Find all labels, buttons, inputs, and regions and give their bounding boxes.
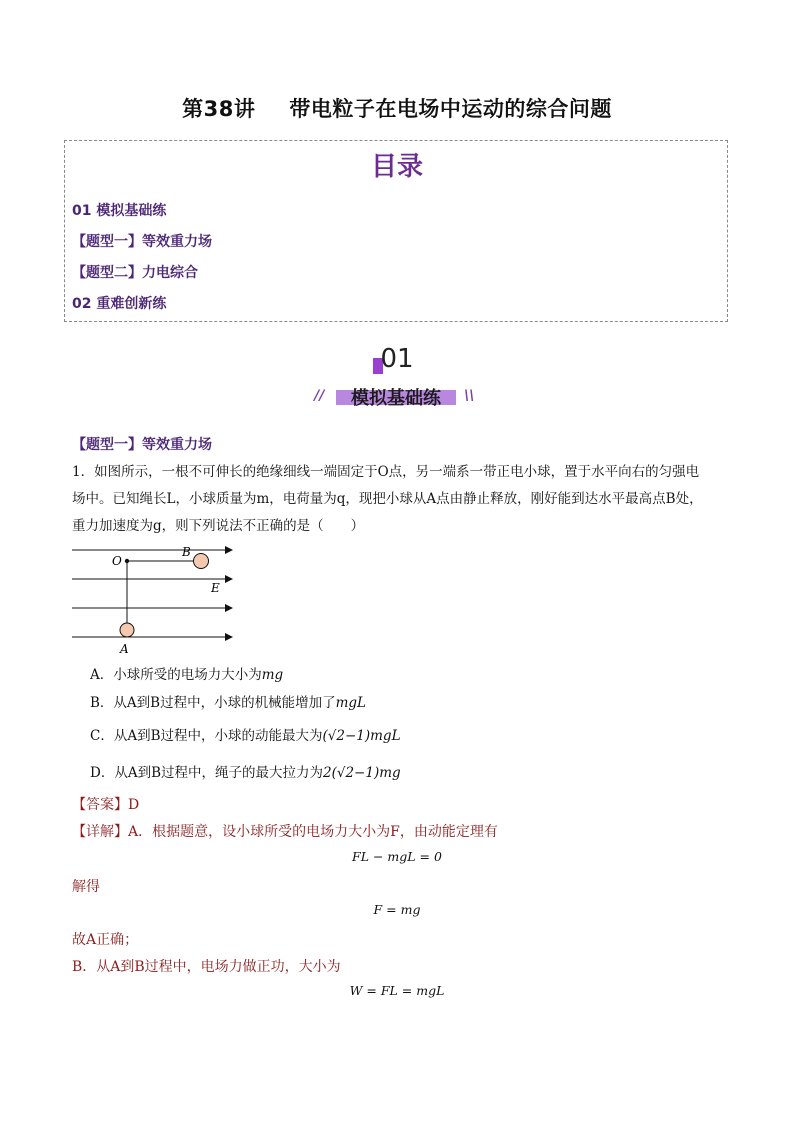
banner-left-decoration: //: [314, 388, 325, 404]
detail-line-1: 【详解】A．根据题意，设小球所受的电场力大小为F，由动能定理有: [72, 824, 498, 840]
label-a: A: [120, 642, 129, 656]
question-line-1: 1．如图所示，一根不可伸长的绝缘细线一端固定于O点，另一端系一带正电小球，置于水平向右的匀强电: [72, 464, 700, 480]
option-a[interactable]: A．小球所受的电场力大小为mg: [90, 667, 284, 683]
toc-item-basic[interactable]: 01 模拟基础练: [72, 203, 167, 219]
option-c[interactable]: C．从A到B过程中，小球的动能最大为(√2−1)mgL: [90, 728, 401, 744]
section-label: 模拟基础练: [351, 388, 441, 409]
toc-item-advanced[interactable]: 02 重难创新练: [72, 296, 167, 312]
equation-1: FL − mgL = 0: [352, 849, 442, 864]
ball-at-b: [194, 554, 209, 569]
equation-2: F = mg: [373, 902, 421, 917]
banner-right-decoration: \\: [464, 388, 475, 404]
option-d[interactable]: D．从A到B过程中，绳子的最大拉力为2(√2−1)mg: [90, 765, 401, 781]
label-b: B: [182, 545, 191, 559]
toc-heading: 目录: [370, 152, 423, 182]
detail-b-line: B．从A到B过程中，电场力做正功，大小为: [72, 959, 341, 975]
page-title: 第38讲 带电粒子在电场中运动的综合问题: [182, 97, 612, 121]
question-figure: [70, 540, 240, 658]
pivot-point: [125, 559, 129, 563]
conclusion-a: 故A正确；: [72, 932, 139, 948]
solve-label: 解得: [72, 879, 100, 895]
section-number: 01: [380, 344, 414, 374]
toc-item-type2[interactable]: 【题型二】力电综合: [72, 265, 198, 281]
option-b[interactable]: B．从A到B过程中，小球的机械能增加了mgL: [90, 695, 367, 711]
label-o: O: [112, 554, 122, 568]
ball-at-a: [120, 623, 134, 637]
label-e: E: [211, 581, 220, 595]
question-type-heading: 【题型一】等效重力场: [72, 437, 212, 453]
question-line-2: 场中。已知绳长L，小球质量为m，电荷量为q，现把小球从A点由静止释放，刚好能到达水平最高点B处，: [72, 491, 703, 507]
question-line-3: 重力加速度为g，则下列说法不正确的是（ ）: [72, 518, 365, 534]
section-banner: [314, 384, 475, 409]
answer-label: 【答案】D: [72, 797, 140, 813]
toc-item-type1[interactable]: 【题型一】等效重力场: [72, 234, 212, 250]
equation-3: W = FL = mgL: [349, 983, 445, 998]
